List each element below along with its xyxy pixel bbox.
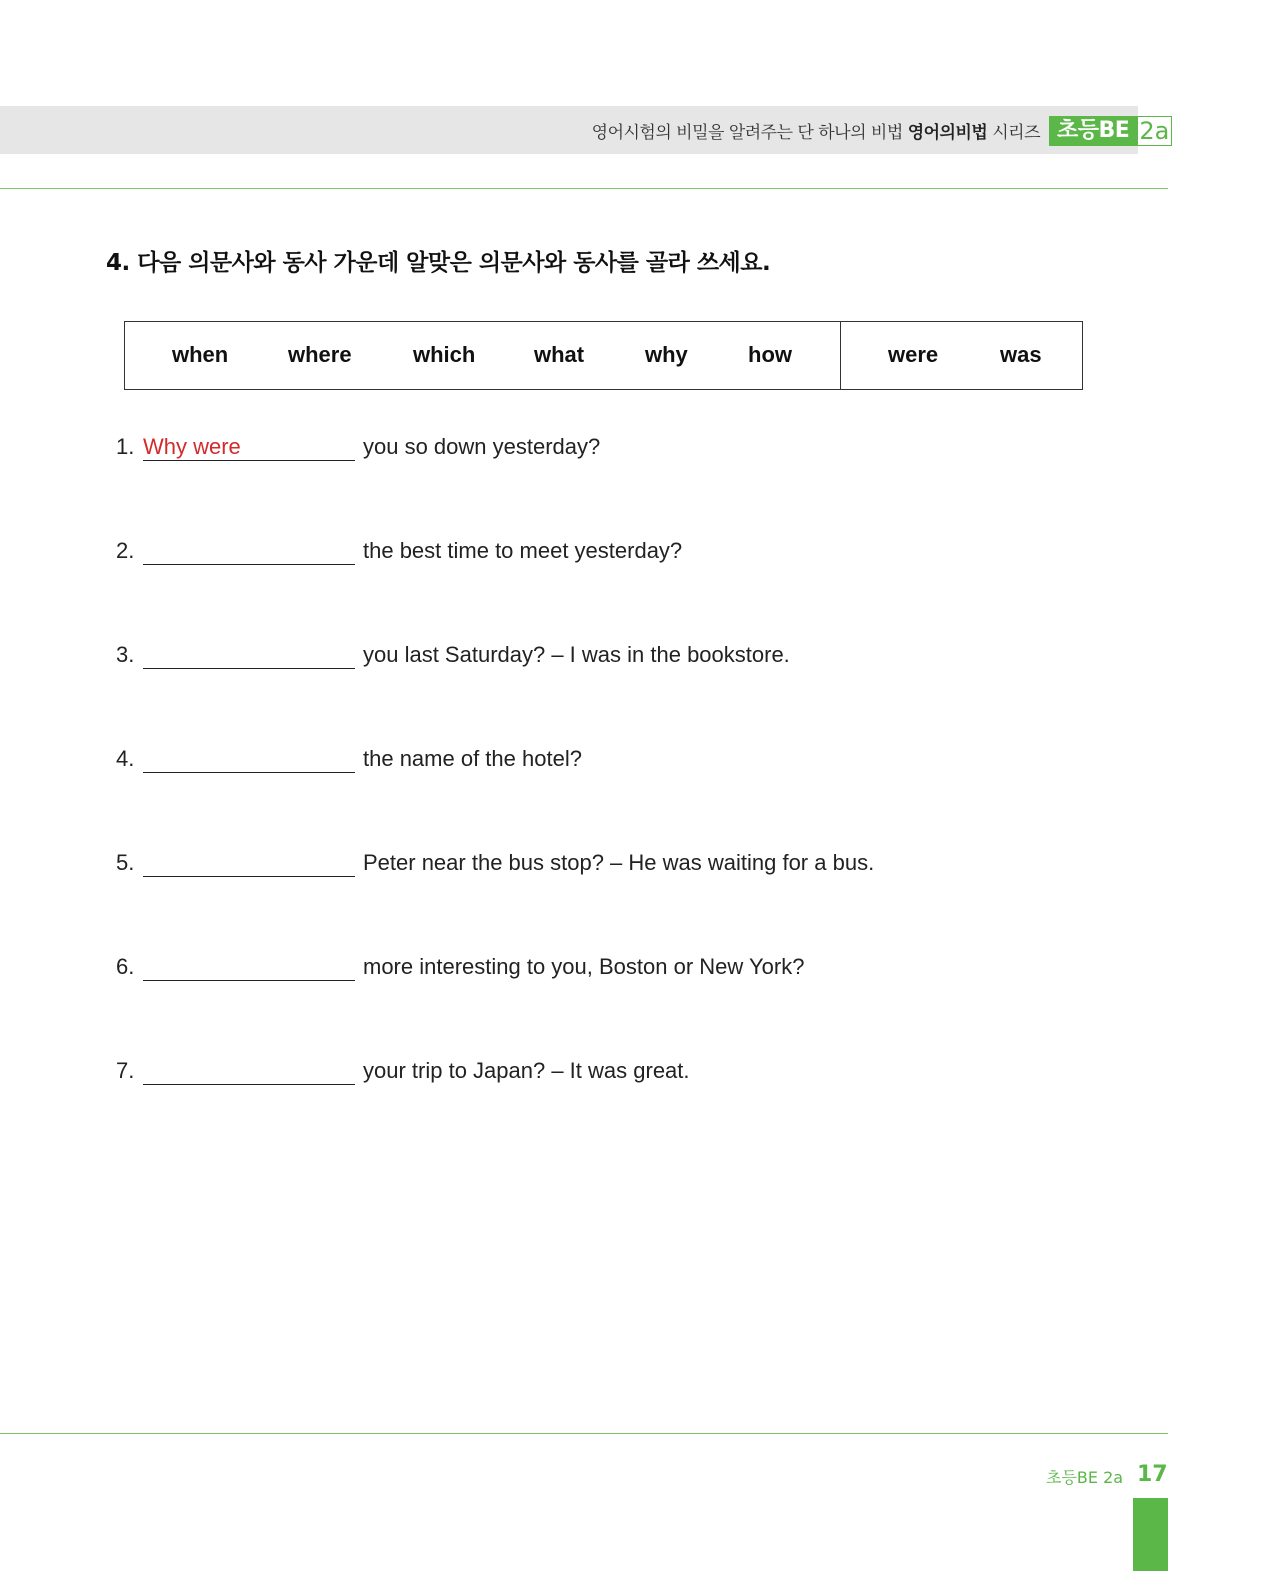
page-number: 17 [1137,1462,1168,1487]
word-bank-item: what [534,342,585,367]
question-text: the best time to meet yesterday? [363,538,683,563]
word-bank-verb: was [1000,342,1042,367]
question-text: the name of the hotel? [363,746,582,771]
bottom-divider [0,1433,1168,1434]
question-text: you last Saturday? – I was in the bookstore. [363,642,790,667]
question-number: 4. [116,746,135,771]
word-bank-divider [840,322,841,389]
word-bank-item: when [172,342,229,367]
tagline-bold: 영어의비법 [907,123,988,143]
top-divider [0,188,1168,189]
word-bank-item: where [288,342,352,367]
brand-logo [1049,116,1172,146]
answer-blank[interactable] [143,642,355,669]
footer-label: 초등BE 2a [1046,1468,1124,1487]
question-number: 7. [116,1058,135,1083]
word-bank-item: how [748,342,792,367]
corner-accent-block [1133,1498,1168,1571]
tagline-suffix: 시리즈 [992,123,1040,143]
answer-blank[interactable] [143,954,355,981]
question-number: 1. [116,434,135,459]
answer-blank[interactable] [143,746,355,773]
answer-blank[interactable] [143,538,355,565]
question-number: 6. [116,954,135,979]
word-bank-verb: were [888,342,939,367]
question-text: your trip to Japan? – It was great. [363,1058,690,1083]
question-text: Peter near the bus stop? – He was waiting for a bus. [363,850,875,875]
header-tagline [592,118,1040,143]
brand-sub: 2a [1137,116,1172,146]
question-number: 2. [116,538,135,563]
word-bank-item: which [413,342,476,367]
answer-blank[interactable]: Why were [143,434,355,461]
exercise-instruction: 4. 다음 의문사와 동사 가운데 알맞은 의문사와 동사를 골라 쓰세요. [106,250,771,276]
word-bank [124,321,1083,390]
question-number: 3. [116,642,135,667]
question-text: more interesting to you, Boston or New York? [363,954,805,979]
answer-blank[interactable] [143,850,355,877]
question-text: you so down yesterday? [363,434,601,459]
tagline-prefix: 영어시험의 비밀을 알려주는 단 하나의 비법 [591,123,903,143]
word-bank-item: why [645,342,688,367]
answer-blank[interactable] [143,1058,355,1085]
brand-main: 초등BE [1049,116,1137,146]
question-number: 5. [116,850,135,875]
